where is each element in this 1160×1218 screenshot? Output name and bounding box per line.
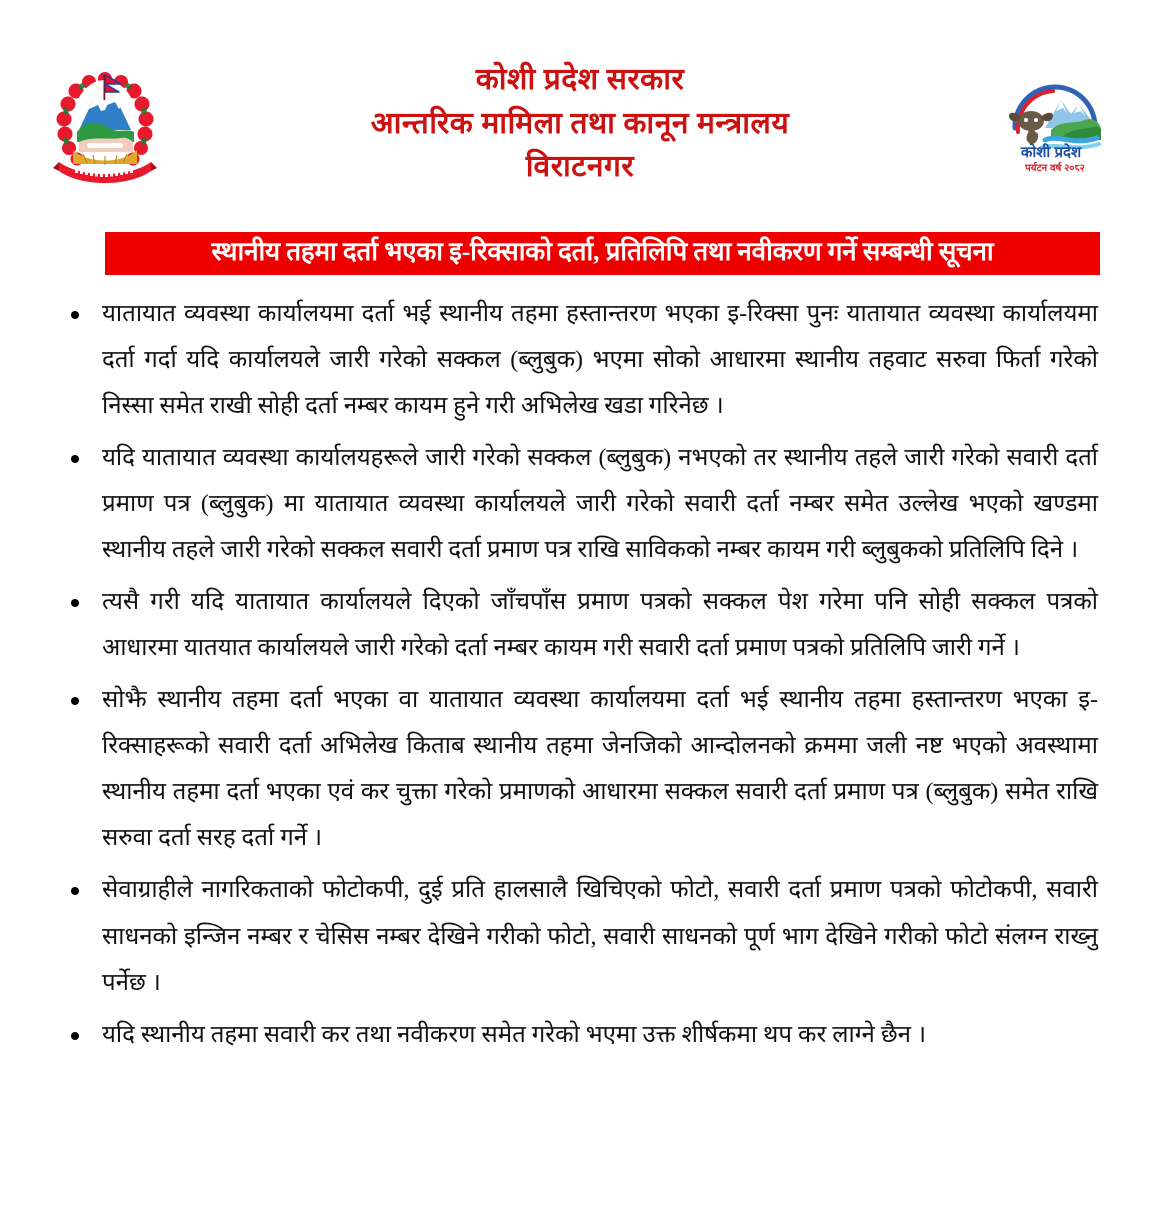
notice-point: यातायात व्यवस्था कार्यालयमा दर्ता भई स्थानीय तहमा हस्तान्तरण भएका इ-रिक्सा पुनः यातायात व्यवस्था कार्यालयमा दर्ता गर्दा यदि कार्यालयले जारी गरेको सक्कल (ब्लुबुक) भएमा सोको आधारमा स्थानीय तहवाट सरुवा फिर्ता गरेको निस्सा समेत राखी सोही दर्ता नम्बर कायम हुने गरी अभिलेख खडा गरिनेछ ।	[62, 291, 1098, 429]
emblem-slot	[40, 58, 170, 192]
tourism-logo-slot	[990, 58, 1120, 176]
notice-point: यदि यातायात व्यवस्था कार्यालयहरूले जारी गरेको सक्कल (ब्लुबुक) नभएको तर स्थानीय तहले जारी गरेको सवारी दर्ता प्रमाण पत्र (ब्लुबुक) मा यातायात व्यवस्था कार्यालयले जारी गरेको सवारी दर्ता नम्बर समेत उल्लेख भएको खण्डमा स्थानीय तहले जारी गरेको सक्कल सवारी दर्ता प्रमाण पत्र राखि साविकको नम्बर कायम गरी ब्लुबुकको प्रतिलिपि दिने ।	[62, 435, 1098, 573]
notice-point: सेवाग्राहीले नागरिकताको फोटोकपी, दुई प्रति हालसालै खिचिएको फोटो, सवारी दर्ता प्रमाण पत्रको फोटोकपी, सवारी साधनको इन्जिन नम्बर र चेसिस नम्बर देखिने गरीको फोटो, सवारी साधनको पूर्ण भाग देखिने गरीको फोटो संलग्न राख्नु पर्नेछ ।	[62, 867, 1098, 1005]
koshi-pradesh-tourism-logo-icon	[1001, 80, 1109, 176]
nepal-national-emblem-icon	[53, 70, 157, 192]
notice-point: यदि स्थानीय तहमा सवारी कर तथा नवीकरण समेत गरेको भएमा उक्त शीर्षकमा थप कर लाग्ने छैन ।	[62, 1012, 1098, 1058]
logo-wordmark: कोशी प्रदेश	[1020, 144, 1082, 161]
government-name: कोशी प्रदेश सरकार	[475, 63, 685, 96]
ministry-title-block	[170, 58, 990, 189]
notice-title-banner-wrap	[105, 232, 1100, 275]
notice-title-banner: स्थानीय तहमा दर्ता भएका इ-रिक्साको दर्ता, प्रतिलिपि तथा नवीकरण गर्ने सम्बन्धी सूचना	[105, 232, 1100, 275]
letterhead	[0, 0, 1160, 218]
logo-tagline: पर्यटन वर्ष २०८२	[1025, 163, 1085, 174]
notice-point: सोझै स्थानीय तहमा दर्ता भएका वा यातायात व्यवस्था कार्यालयमा दर्ता भई स्थानीय तहमा हस्तान्तरण भएका इ-रिक्साहरूको सवारी दर्ता अभिलेख किताब स्थानीय तहमा जेनजिको आन्दोलनको क्रममा जली नष्ट भएको अवस्थामा स्थानीय तहमा दर्ता भएका एवं कर चुक्ता गरेको प्रमाणको आधारमा सक्कल सवारी दर्ता प्रमाण पत्र (ब्लुबुक) समेत राखि सरुवा दर्ता सरह दर्ता गर्ने ।	[62, 677, 1098, 861]
office-location: विराटनगर	[525, 150, 635, 183]
notice-body	[0, 291, 1160, 1058]
notice-points-list	[62, 291, 1098, 1058]
notice-point: त्यसै गरी यदि यातायात कार्यालयले दिएको जाँचपाँस प्रमाण पत्रको सक्कल पेश गरेमा पनि सोही सक्कल पत्रको आधारमा यातयात कार्यालयले जारी गरेको दर्ता नम्बर कायम गरी सवारी दर्ता प्रमाण पत्रको प्रतिलिपि जारी गर्ने ।	[62, 579, 1098, 671]
ministry-name: आन्तरिक मामिला तथा कानून मन्त्रालय	[370, 106, 790, 140]
